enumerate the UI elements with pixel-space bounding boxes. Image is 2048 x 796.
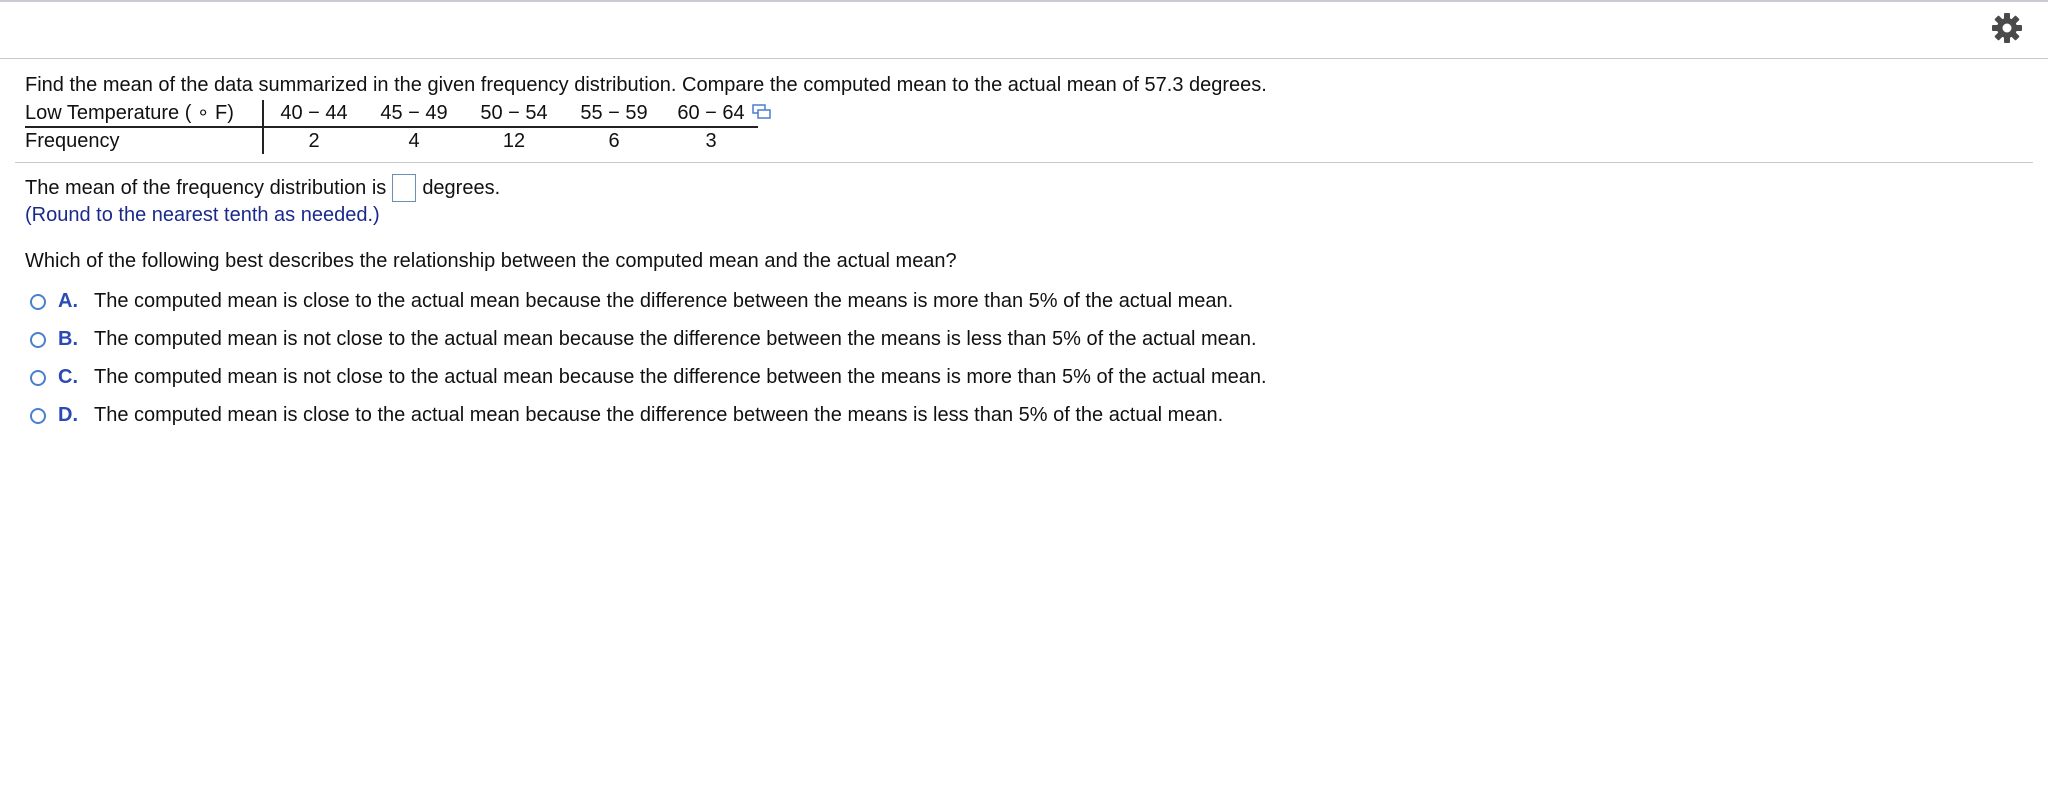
option-b[interactable]	[30, 328, 1257, 351]
frequency-cell: 12	[502, 130, 526, 152]
frequency-table	[25, 100, 758, 154]
frequency-cell: 2	[308, 130, 320, 152]
row-label-temperature: Low Temperature ( ∘ F)	[25, 100, 263, 127]
rounding-note: (Round to the nearest tenth as needed.)	[25, 204, 380, 226]
mean-answer-line	[25, 174, 500, 202]
option-text: The computed mean is not close to the actual mean because the difference between the means is more than 5% of the actual mean.	[94, 366, 1267, 388]
answer-suffix: degrees.	[422, 176, 501, 199]
class-cell: 55 − 59	[564, 100, 664, 127]
radio-button[interactable]	[30, 370, 46, 386]
header-divider	[0, 58, 2048, 59]
radio-button[interactable]	[30, 408, 46, 424]
question-prompt: Find the mean of the data summarized in the given frequency distribution. Compare the computed mean to the actual mean of 57.3 degrees.	[25, 74, 1267, 96]
gear-icon[interactable]	[1991, 12, 2023, 44]
class-cell: 50 − 54	[464, 100, 564, 127]
table-row	[25, 100, 758, 127]
frequency-cell: 4	[408, 130, 420, 152]
frequency-cell: 6	[608, 130, 620, 152]
top-border	[0, 0, 2048, 2]
table-row	[25, 127, 758, 154]
option-letter: A.	[58, 290, 78, 312]
copy-data-icon[interactable]	[752, 104, 772, 120]
option-text: The computed mean is close to the actual mean because the difference between the means is more than 5% of the actual mean.	[94, 290, 1234, 312]
frequency-cell: 3	[705, 130, 717, 152]
option-letter: C.	[58, 366, 78, 388]
multiple-choice-question: Which of the following best describes the relationship between the computed mean and the actual mean?	[25, 250, 957, 272]
class-cell: 40 − 44	[263, 100, 364, 127]
option-text: The computed mean is close to the actual mean because the difference between the means is less than 5% of the actual mean.	[94, 404, 1224, 426]
option-a[interactable]	[30, 290, 1233, 313]
answer-prefix: The mean of the frequency distribution is	[25, 176, 387, 199]
section-divider	[15, 162, 2033, 163]
option-c[interactable]	[30, 366, 1267, 389]
class-cell: 45 − 49	[364, 100, 464, 127]
radio-button[interactable]	[30, 294, 46, 310]
option-letter: B.	[58, 328, 78, 350]
radio-button[interactable]	[30, 332, 46, 348]
mean-answer-input[interactable]	[392, 174, 416, 202]
option-letter: D.	[58, 404, 78, 426]
option-text: The computed mean is not close to the actual mean because the difference between the means is less than 5% of the actual mean.	[94, 328, 1257, 350]
class-cell: 60 − 64	[664, 100, 758, 127]
row-label-frequency: Frequency	[25, 127, 263, 154]
option-d[interactable]	[30, 404, 1223, 427]
